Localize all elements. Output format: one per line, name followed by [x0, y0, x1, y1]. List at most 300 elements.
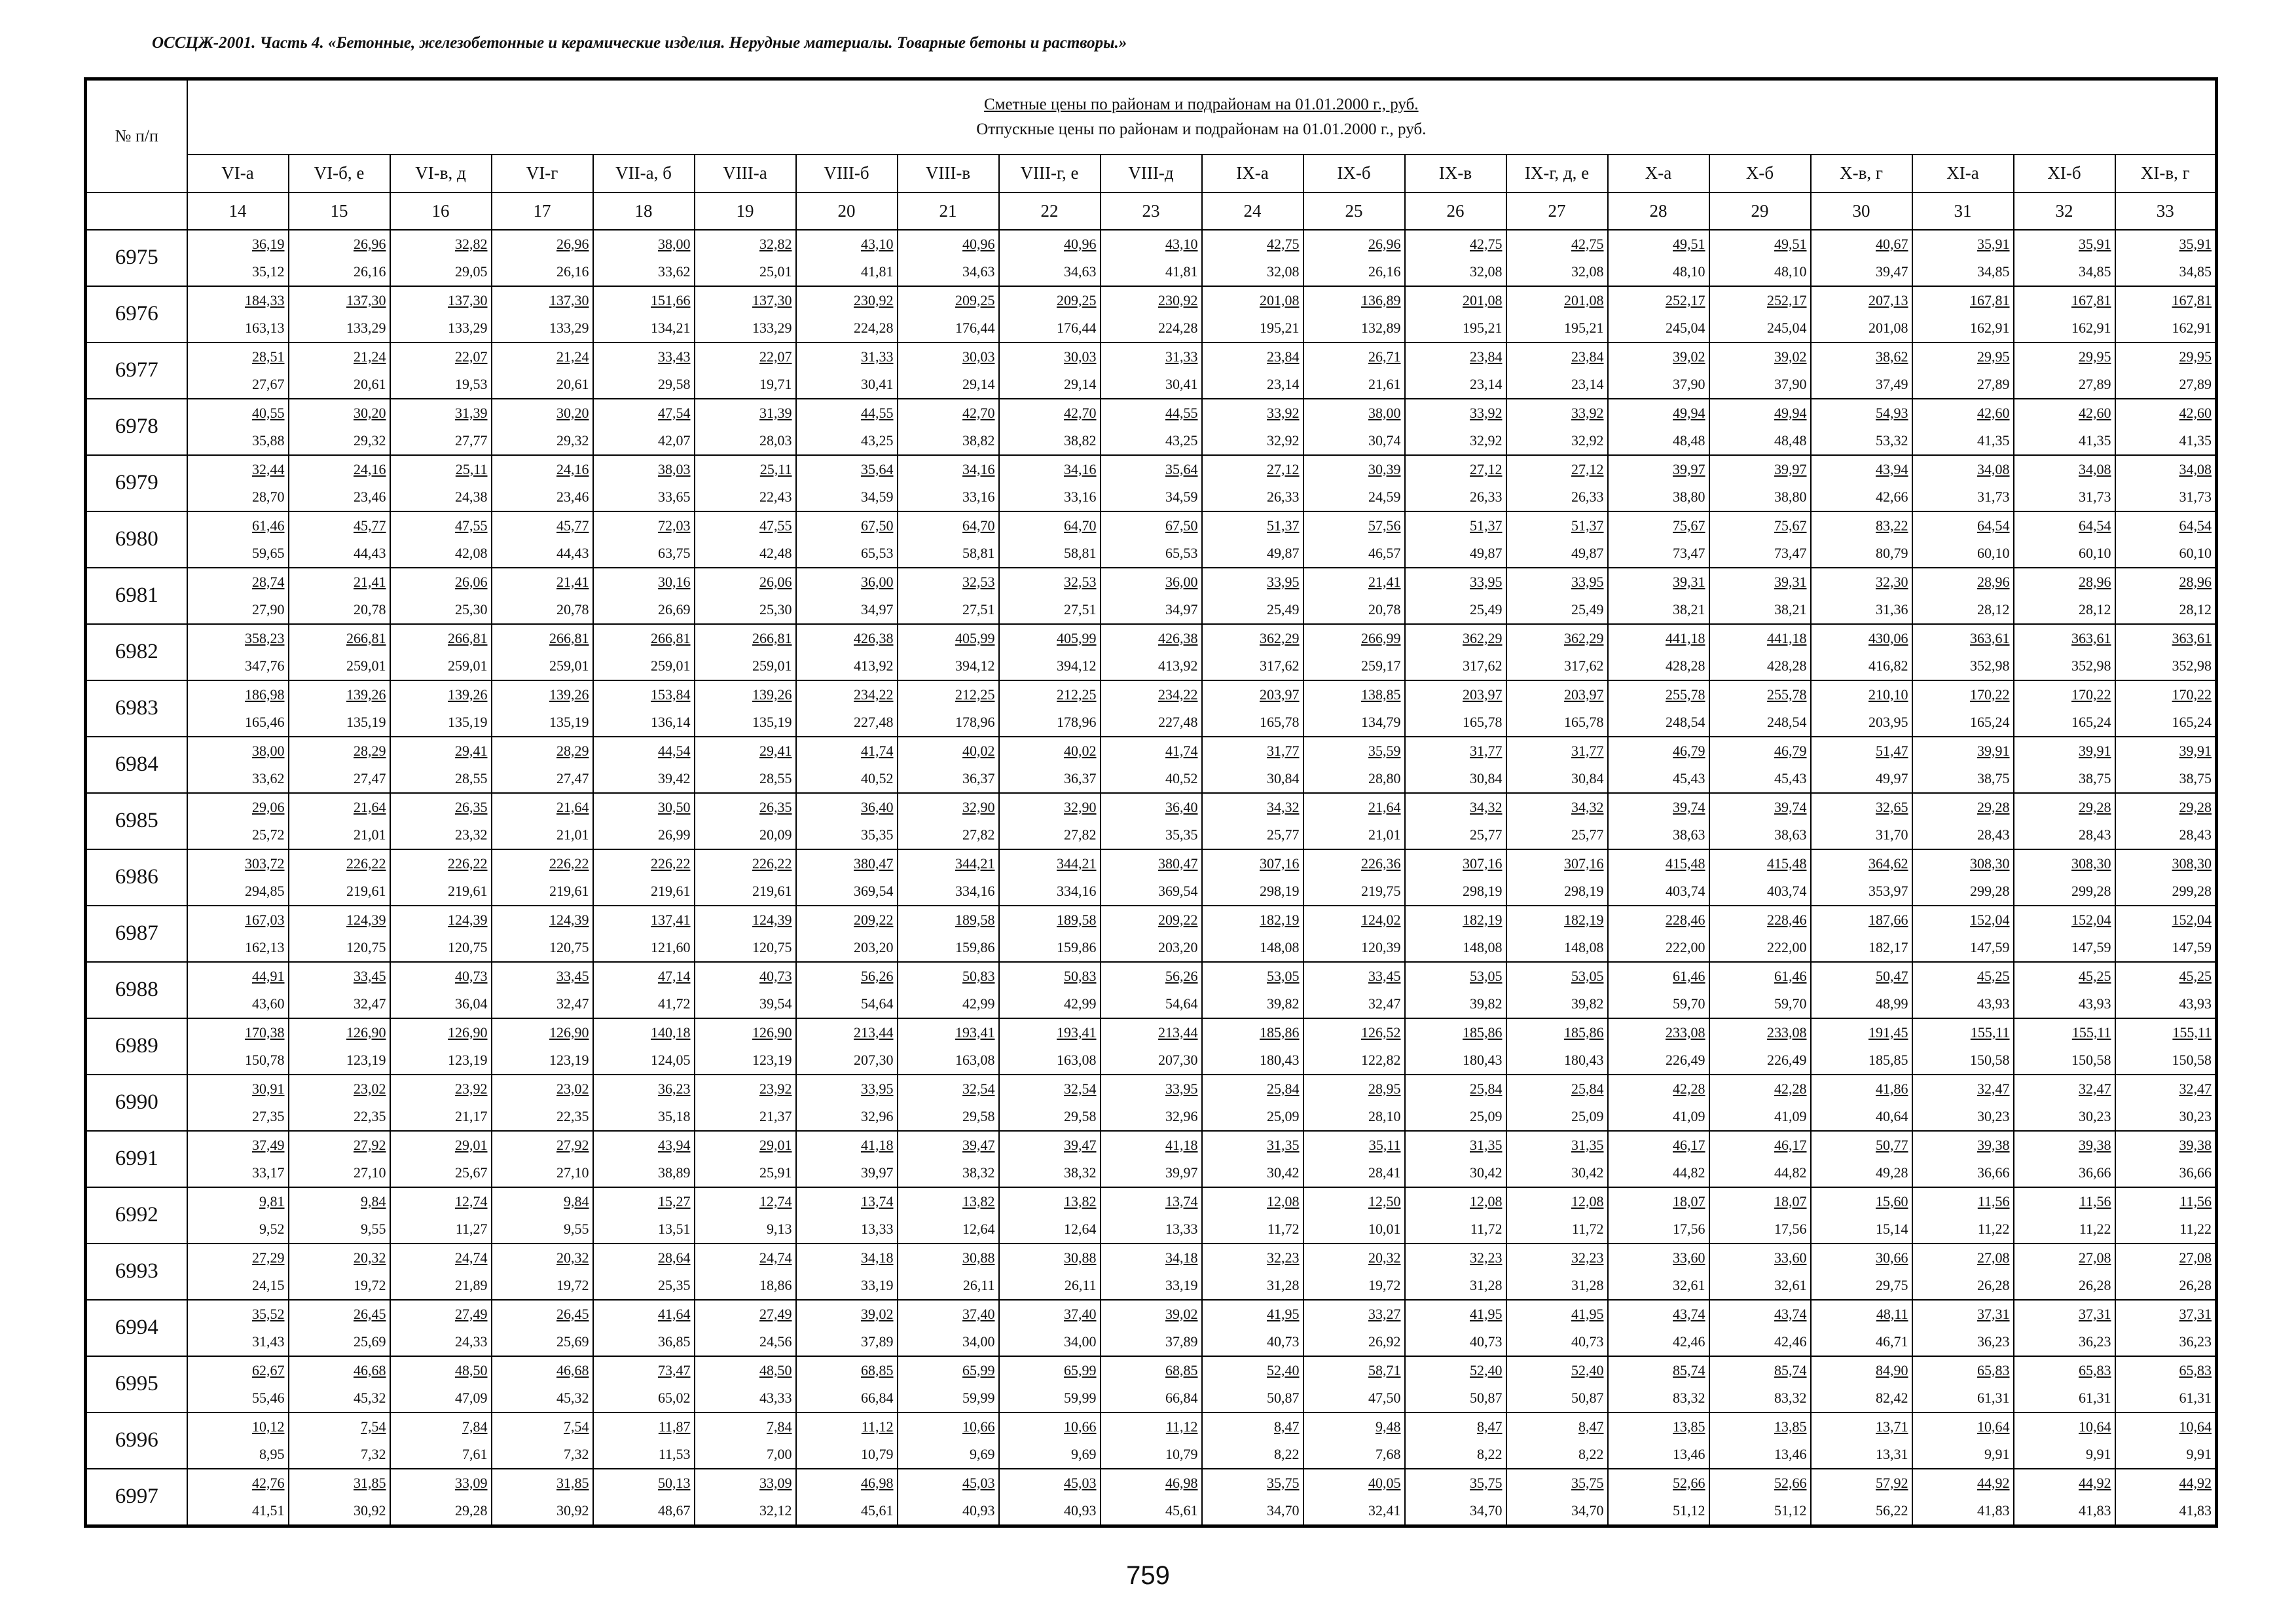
price-cell	[1608, 906, 1709, 962]
estimate-price: 31,77	[1571, 742, 1604, 759]
price-cell	[2115, 1412, 2217, 1469]
price-cell	[390, 230, 492, 286]
release-price: 41,09	[1774, 1107, 1807, 1124]
release-price: 39,47	[1876, 263, 1908, 280]
release-price: 20,61	[556, 375, 589, 392]
price-cell	[695, 455, 796, 511]
release-price: 26,28	[1977, 1276, 2010, 1293]
estimate-price: 42,60	[2079, 404, 2111, 421]
release-price: 25,77	[1571, 826, 1604, 843]
release-price: 37,89	[861, 1333, 894, 1350]
price-cell	[390, 568, 492, 624]
estimate-price: 48,11	[1876, 1305, 1908, 1322]
table-row	[86, 568, 2217, 624]
price-cell	[1709, 511, 1811, 568]
estimate-price: 26,71	[1368, 348, 1401, 365]
release-price: 44,43	[556, 544, 589, 561]
estimate-price: 15,27	[658, 1192, 691, 1209]
price-cell	[1912, 793, 2014, 849]
release-price: 32,47	[354, 995, 386, 1012]
estimate-price: 10,64	[1977, 1418, 2010, 1435]
estimate-price: 39,47	[962, 1136, 995, 1153]
price-cell	[1405, 737, 1506, 793]
release-price: 227,48	[854, 713, 894, 730]
price-cell	[1709, 230, 1811, 286]
estimate-price: 39,31	[1774, 573, 1807, 590]
estimate-price: 29,95	[2079, 348, 2111, 365]
price-cell	[1101, 511, 1202, 568]
release-price: 38,82	[962, 432, 995, 449]
estimate-price: 44,92	[2079, 1474, 2111, 1491]
release-price: 159,86	[1057, 938, 1097, 955]
release-price: 25,49	[1470, 600, 1503, 618]
estimate-price: 54,93	[1876, 404, 1908, 421]
row-number: 6979	[86, 455, 187, 511]
release-price: 165,24	[1970, 713, 2010, 730]
price-cell	[1506, 399, 1608, 455]
price-cell	[289, 624, 390, 680]
estimate-price: 13,85	[1774, 1418, 1807, 1435]
estimate-price: 18,07	[1774, 1192, 1807, 1209]
release-price: 29,58	[962, 1107, 995, 1124]
estimate-price: 34,32	[1470, 798, 1503, 815]
price-cell	[593, 399, 695, 455]
price-cell	[1101, 1356, 1202, 1412]
price-cell	[695, 1075, 796, 1131]
release-price: 51,12	[1774, 1502, 1807, 1519]
estimate-price: 50,47	[1876, 967, 1908, 984]
price-cell	[999, 1131, 1101, 1187]
release-price: 9,69	[970, 1445, 995, 1462]
price-cell	[390, 1412, 492, 1469]
price-cell	[289, 1075, 390, 1131]
price-cell	[1608, 624, 1709, 680]
price-cell	[2115, 230, 2217, 286]
price-cell	[1202, 230, 1303, 286]
release-price: 12,64	[962, 1220, 995, 1237]
release-price: 10,01	[1368, 1220, 1401, 1237]
release-price: 27,10	[556, 1164, 589, 1181]
estimate-price: 85,74	[1774, 1361, 1807, 1378]
price-cell	[492, 568, 593, 624]
release-price: 56,22	[1876, 1502, 1908, 1519]
estimate-price: 57,92	[1876, 1474, 1908, 1491]
price-cell	[593, 1412, 695, 1469]
price-cell	[1608, 230, 1709, 286]
estimate-price: 35,59	[1368, 742, 1401, 759]
price-cell	[796, 1187, 898, 1244]
price-cell	[2014, 1244, 2115, 1300]
estimate-price: 49,51	[1774, 235, 1807, 252]
release-price: 30,41	[861, 375, 894, 392]
price-cell	[1709, 1244, 1811, 1300]
estimate-price: 25,11	[455, 460, 488, 477]
estimate-price: 56,26	[861, 967, 894, 984]
estimate-price: 39,38	[2179, 1136, 2212, 1153]
release-price: 27,89	[2079, 375, 2111, 392]
estimate-price: 139,26	[346, 686, 386, 703]
price-cell	[1811, 1075, 1912, 1131]
estimate-price: 42,75	[1571, 235, 1604, 252]
price-cell	[390, 511, 492, 568]
price-cell	[898, 1412, 999, 1469]
estimate-price: 30,50	[658, 798, 691, 815]
estimate-price: 26,96	[354, 235, 386, 252]
release-price: 38,32	[1064, 1164, 1097, 1181]
release-price: 29,58	[1064, 1107, 1097, 1124]
release-price: 23,14	[1267, 375, 1300, 392]
release-price: 162,91	[2172, 319, 2212, 336]
price-cell	[2115, 849, 2217, 906]
estimate-price: 30,20	[354, 404, 386, 421]
estimate-price: 137,30	[549, 291, 589, 308]
release-price: 19,72	[354, 1276, 386, 1293]
release-price: 416,82	[1868, 657, 1908, 674]
estimate-price: 9,84	[361, 1192, 386, 1209]
price-cell	[796, 962, 898, 1018]
estimate-price: 137,30	[752, 291, 792, 308]
price-cell	[796, 849, 898, 906]
price-cell	[898, 455, 999, 511]
estimate-price: 140,18	[651, 1024, 691, 1041]
release-price: 34,85	[2179, 263, 2212, 280]
estimate-price: 43,10	[861, 235, 894, 252]
estimate-price: 39,91	[2179, 742, 2212, 759]
estimate-price: 40,96	[1064, 235, 1097, 252]
release-price: 9,13	[767, 1220, 792, 1237]
column-number-header: 23	[1101, 193, 1202, 230]
price-cell	[492, 511, 593, 568]
release-price: 148,08	[1564, 938, 1604, 955]
estimate-price: 47,14	[658, 967, 691, 984]
release-price: 15,14	[1876, 1220, 1908, 1237]
price-cell	[1202, 399, 1303, 455]
estimate-price: 226,22	[752, 855, 792, 872]
estimate-price: 13,74	[861, 1192, 894, 1209]
price-cell	[1202, 1356, 1303, 1412]
price-cell	[289, 793, 390, 849]
estimate-price: 358,23	[245, 629, 285, 646]
release-price: 9,52	[259, 1220, 285, 1237]
release-price: 13,51	[658, 1220, 691, 1237]
release-price: 34,63	[962, 263, 995, 280]
price-cell	[1811, 737, 1912, 793]
table-row	[86, 849, 2217, 906]
price-cell	[2115, 1131, 2217, 1187]
price-cell	[492, 1018, 593, 1075]
release-price: 298,19	[1564, 882, 1604, 899]
release-price: 121,60	[651, 938, 691, 955]
release-price: 59,70	[1673, 995, 1705, 1012]
price-cell	[187, 906, 289, 962]
release-price: 25,72	[252, 826, 285, 843]
price-cell	[492, 906, 593, 962]
price-cell	[1101, 1187, 1202, 1244]
estimate-price: 193,41	[955, 1024, 995, 1041]
estimate-price: 36,00	[1165, 573, 1198, 590]
release-price: 27,67	[252, 375, 285, 392]
region-code-header: VIII-в	[898, 155, 999, 193]
estimate-price: 41,86	[1876, 1080, 1908, 1097]
price-cell	[1608, 1300, 1709, 1356]
estimate-price: 8,47	[1578, 1418, 1604, 1435]
release-price: 59,70	[1774, 995, 1807, 1012]
release-price: 122,82	[1361, 1051, 1401, 1068]
estimate-price: 182,19	[1260, 911, 1300, 928]
price-cell	[1811, 455, 1912, 511]
estimate-price: 26,45	[556, 1305, 589, 1322]
release-price: 34,85	[1977, 263, 2010, 280]
price-cell	[187, 962, 289, 1018]
release-price: 120,75	[549, 938, 589, 955]
price-cell	[1506, 455, 1608, 511]
release-price: 45,61	[861, 1502, 894, 1519]
release-price: 9,69	[1071, 1445, 1097, 1462]
release-price: 41,35	[2079, 432, 2111, 449]
row-number: 6986	[86, 849, 187, 906]
release-price: 299,28	[1970, 882, 2010, 899]
estimate-price: 21,24	[556, 348, 589, 365]
price-cell	[1202, 849, 1303, 906]
estimate-price: 45,77	[556, 517, 589, 534]
price-cell	[390, 793, 492, 849]
price-cell	[2014, 793, 2115, 849]
estimate-price: 31,85	[354, 1474, 386, 1491]
estimate-price: 32,53	[962, 573, 995, 590]
release-price: 43,93	[1977, 995, 2010, 1012]
release-price: 9,91	[1984, 1445, 2010, 1462]
estimate-price: 43,10	[1165, 235, 1198, 252]
price-cell	[2014, 849, 2115, 906]
release-price: 120,75	[448, 938, 488, 955]
price-cell	[187, 399, 289, 455]
price-cell	[1811, 568, 1912, 624]
region-code-header: X-в, г	[1811, 155, 1912, 193]
release-price: 178,96	[955, 713, 995, 730]
release-price: 44,82	[1673, 1164, 1705, 1181]
price-cell	[695, 737, 796, 793]
estimate-price: 39,38	[1977, 1136, 2010, 1153]
release-price: 44,82	[1774, 1164, 1807, 1181]
release-price: 36,23	[1977, 1333, 2010, 1350]
release-price: 41,83	[1977, 1502, 2010, 1519]
estimate-price: 35,91	[2079, 235, 2111, 252]
estimate-price: 24,74	[455, 1249, 488, 1266]
price-cell	[2115, 511, 2217, 568]
release-price: 45,32	[354, 1389, 386, 1406]
release-price: 36,37	[962, 769, 995, 786]
release-price: 39,97	[1165, 1164, 1198, 1181]
price-cell	[1912, 1469, 2014, 1526]
price-cell	[187, 1018, 289, 1075]
price-cell	[1912, 1356, 2014, 1412]
release-price: 30,23	[2179, 1107, 2212, 1124]
estimate-price: 136,89	[1361, 291, 1401, 308]
estimate-price: 182,19	[1463, 911, 1503, 928]
release-price: 33,19	[1165, 1276, 1198, 1293]
release-price: 38,80	[1673, 488, 1705, 505]
estimate-price: 24,16	[354, 460, 386, 477]
estimate-price: 152,04	[2172, 911, 2212, 928]
release-price: 248,54	[1666, 713, 1705, 730]
price-cell	[695, 906, 796, 962]
price-cell	[1709, 1131, 1811, 1187]
region-code-header: X-б	[1709, 155, 1811, 193]
price-cell	[2115, 737, 2217, 793]
estimate-price: 27,12	[1267, 460, 1300, 477]
release-price: 41,81	[861, 263, 894, 280]
release-price: 28,70	[252, 488, 285, 505]
estimate-price: 20,32	[354, 1249, 386, 1266]
release-price: 20,61	[354, 375, 386, 392]
estimate-price: 226,22	[651, 855, 691, 872]
estimate-price: 51,37	[1267, 517, 1300, 534]
release-price: 83,32	[1774, 1389, 1807, 1406]
release-price: 428,28	[1767, 657, 1807, 674]
price-cell	[289, 1131, 390, 1187]
release-price: 245,04	[1767, 319, 1807, 336]
price-cell	[2014, 1469, 2115, 1526]
price-cell	[1506, 1356, 1608, 1412]
table-row	[86, 1300, 2217, 1356]
price-cell	[898, 1187, 999, 1244]
release-price: 38,21	[1673, 600, 1705, 618]
price-cell	[187, 1469, 289, 1526]
release-price: 26,16	[556, 263, 589, 280]
release-price: 54,64	[861, 995, 894, 1012]
estimate-price: 33,45	[556, 967, 589, 984]
column-number-header: 27	[1506, 193, 1608, 230]
release-price: 201,08	[1868, 319, 1908, 336]
release-price: 19,53	[455, 375, 488, 392]
price-cell	[1608, 1244, 1709, 1300]
estimate-price: 363,61	[2071, 629, 2111, 646]
estimate-price: 212,25	[955, 686, 995, 703]
price-cell	[1101, 399, 1202, 455]
release-price: 25,49	[1571, 600, 1604, 618]
release-price: 38,75	[2179, 769, 2212, 786]
release-price: 18,86	[759, 1276, 792, 1293]
release-price: 123,19	[549, 1051, 589, 1068]
release-price: 28,03	[759, 432, 792, 449]
region-code-header: VI-б, е	[289, 155, 390, 193]
release-price: 27,51	[962, 600, 995, 618]
estimate-price: 47,55	[455, 517, 488, 534]
price-cell	[898, 680, 999, 737]
price-cell	[1608, 1187, 1709, 1244]
release-price: 27,77	[455, 432, 488, 449]
price-cell	[390, 849, 492, 906]
estimate-price: 40,67	[1876, 235, 1908, 252]
release-price: 227,48	[1158, 713, 1198, 730]
release-price: 207,30	[1158, 1051, 1198, 1068]
estimate-price: 33,09	[759, 1474, 792, 1491]
release-price: 48,99	[1876, 995, 1908, 1012]
release-price: 25,30	[455, 600, 488, 618]
estimate-price: 12,08	[1470, 1192, 1503, 1209]
release-price: 48,48	[1774, 432, 1807, 449]
estimate-price: 266,81	[549, 629, 589, 646]
release-price: 8,95	[259, 1445, 285, 1462]
price-cell	[1608, 1356, 1709, 1412]
column-number-header: 33	[2115, 193, 2217, 230]
price-cell	[2014, 230, 2115, 286]
region-code-header: IX-б	[1303, 155, 1405, 193]
release-price: 29,75	[1876, 1276, 1908, 1293]
price-cell	[1608, 1469, 1709, 1526]
estimate-price: 33,60	[1673, 1249, 1705, 1266]
price-cell	[796, 1075, 898, 1131]
price-cell	[898, 624, 999, 680]
estimate-price: 380,47	[1158, 855, 1198, 872]
release-price: 8,22	[1578, 1445, 1604, 1462]
estimate-price: 207,13	[1868, 291, 1908, 308]
price-cell	[1506, 680, 1608, 737]
estimate-price: 56,26	[1165, 967, 1198, 984]
row-number: 6990	[86, 1075, 187, 1131]
release-price: 11,22	[1977, 1220, 2010, 1237]
price-cell	[593, 624, 695, 680]
price-cell	[2014, 962, 2115, 1018]
price-cell	[390, 1244, 492, 1300]
price-cell	[1912, 680, 2014, 737]
estimate-price: 30,03	[962, 348, 995, 365]
release-price: 352,98	[2071, 657, 2111, 674]
estimate-price: 13,71	[1876, 1418, 1908, 1435]
release-price: 61,31	[2179, 1389, 2212, 1406]
price-cell	[1912, 1131, 2014, 1187]
estimate-price: 65,99	[1064, 1361, 1097, 1378]
estimate-price: 83,22	[1876, 517, 1908, 534]
price-cell	[593, 1300, 695, 1356]
release-price: 37,89	[1165, 1333, 1198, 1350]
estimate-price: 39,74	[1774, 798, 1807, 815]
price-cell	[695, 1356, 796, 1412]
release-price: 36,66	[1977, 1164, 2010, 1181]
estimate-price: 32,23	[1470, 1249, 1503, 1266]
release-price: 28,55	[455, 769, 488, 786]
price-cell	[796, 1412, 898, 1469]
estimate-price: 41,18	[861, 1136, 894, 1153]
release-price: 11,72	[1267, 1220, 1300, 1237]
release-price: 245,04	[1666, 319, 1705, 336]
estimate-price: 39,97	[1673, 460, 1705, 477]
release-price: 226,49	[1767, 1051, 1807, 1068]
price-cell	[1811, 1469, 1912, 1526]
price-cell	[2014, 1131, 2115, 1187]
price-cell	[695, 286, 796, 342]
region-code-header: XI-б	[2014, 155, 2115, 193]
price-cell	[1303, 1187, 1405, 1244]
price-cell	[1202, 342, 1303, 399]
estimate-price: 155,11	[1970, 1024, 2010, 1041]
estimate-price: 33,27	[1368, 1305, 1401, 1322]
price-cell	[593, 906, 695, 962]
estimate-price: 39,02	[1673, 348, 1705, 365]
estimate-price: 170,22	[1970, 686, 2010, 703]
estimate-price: 209,22	[1158, 911, 1198, 928]
price-cell	[492, 342, 593, 399]
release-price: 8,22	[1477, 1445, 1503, 1462]
release-price: 27,35	[252, 1107, 285, 1124]
estimate-price: 137,41	[651, 911, 691, 928]
price-cell	[1405, 455, 1506, 511]
price-cell	[492, 1412, 593, 1469]
estimate-price: 33,60	[1774, 1249, 1807, 1266]
release-price: 31,73	[2179, 488, 2212, 505]
row-number: 6991	[86, 1131, 187, 1187]
price-cell	[1303, 624, 1405, 680]
